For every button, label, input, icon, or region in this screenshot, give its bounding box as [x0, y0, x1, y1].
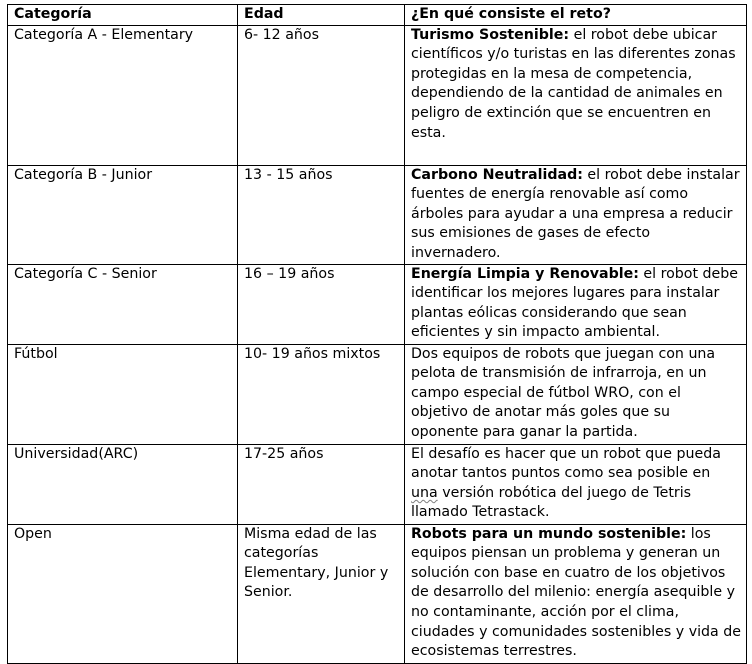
table-row [8, 344, 747, 444]
header-challenge: ¿En qué consiste el reto? [405, 5, 747, 26]
category-cell: Universidad(ARC) [8, 444, 238, 524]
challenge-cell [405, 264, 747, 344]
challenge-text: el robot debe ubicar científicos y/o turistas en las diferentes zonas protegidas en la mesa de competencia, dependiendo de la cantidad de animales en peligro de extinción que se encuentren en esta. [411, 26, 736, 141]
challenge-title: Carbono Neutralidad: [411, 166, 583, 183]
table-row [8, 165, 747, 264]
challenge-title: Robots para un mundo sostenible: [411, 525, 687, 542]
spellcheck-word: una [411, 484, 438, 501]
category-cell: Categoría B - Junior [8, 165, 238, 264]
category-cell: Categoría A - Elementary [8, 25, 238, 165]
header-category: Categoría [8, 5, 238, 26]
challenge-text: los equipos piensan un problema y generan un solución con base en cuatro de los objetivos de desarrollo del milenio: energía asequible y no contaminante, acción por el clima, ciudades y comunidades sostenibles y vida de ecosistemas terrestres. [411, 525, 741, 660]
challenge-title: Energía Limpia y Renovable: [411, 265, 639, 282]
category-cell: Fútbol [8, 344, 238, 444]
challenge-cell [405, 344, 747, 444]
challenge-text: Dos equipos de robots que juegan con una pelota de transmisión de infrarroja, en un campo especial de fútbol WRO, con el objetivo de anotar más goles que su oponente para ganar la partida. [411, 345, 716, 440]
age-cell: Misma edad de las categorías Elementary, Junior y Senior. [238, 524, 405, 663]
age-cell: 6- 12 años [238, 25, 405, 165]
challenge-text: El desafío es hacer que un robot que pueda anotar tantos puntos como sea posible en [411, 445, 721, 482]
challenge-cell [405, 444, 747, 524]
age-cell: 13 - 15 años [238, 165, 405, 264]
challenge-cell [405, 25, 747, 165]
challenge-cell [405, 524, 747, 663]
table-header-row [8, 5, 747, 26]
challenge-text: el robot debe identificar los mejores lugares para instalar plantas eólicas considerando que sean eficientes y sin impacto ambiental. [411, 265, 739, 341]
challenge-title: Turismo Sostenible: [411, 26, 570, 43]
competition-categories-table [7, 4, 747, 664]
challenge-cell [405, 165, 747, 264]
table-row [8, 524, 747, 663]
age-cell: 17-25 años [238, 444, 405, 524]
header-age: Edad [238, 5, 405, 26]
table-row [8, 264, 747, 344]
challenge-text: versión robótica del juego de Tetris llamado Tetrastack. [411, 484, 692, 521]
category-cell: Open [8, 524, 238, 663]
table-row [8, 25, 747, 165]
category-cell: Categoría C - Senior [8, 264, 238, 344]
age-cell: 16 – 19 años [238, 264, 405, 344]
challenge-text: el robot debe instalar fuentes de energía renovable así como árboles para ayudar a una empresa a reducir sus emisiones de gases de efecto invernadero. [411, 166, 740, 261]
age-cell: 10- 19 años mixtos [238, 344, 405, 444]
table-row [8, 444, 747, 524]
